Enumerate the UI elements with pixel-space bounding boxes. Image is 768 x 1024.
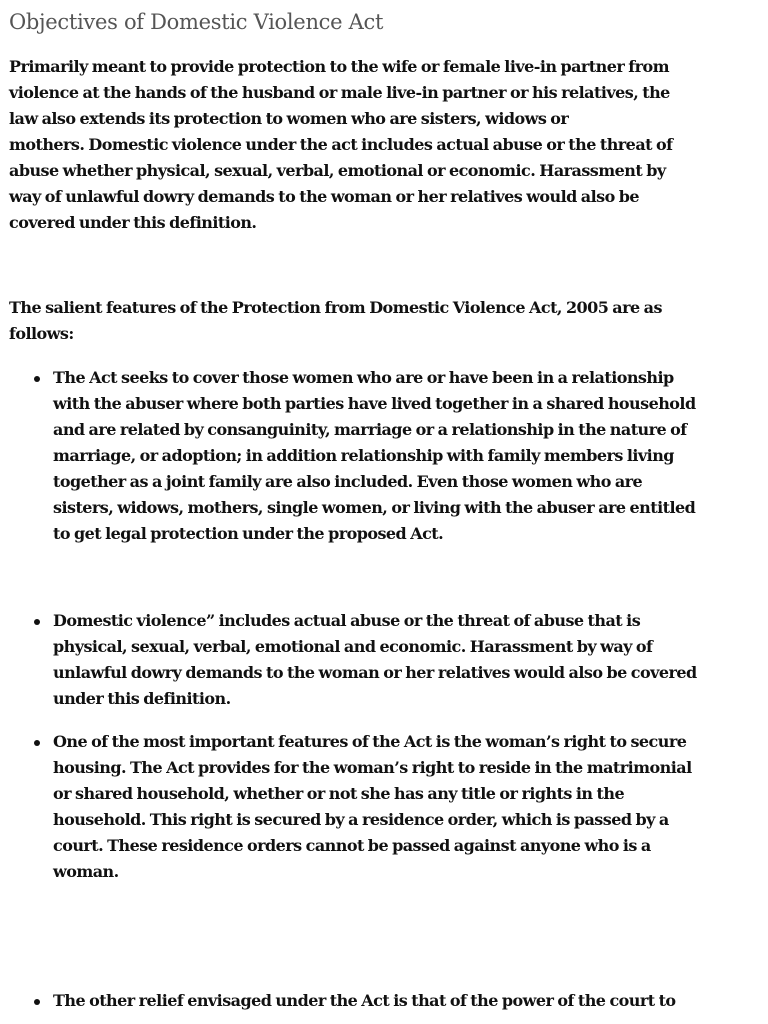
list-item-line: or shared household, whether or not she has any title or rights in the bbox=[53, 784, 625, 803]
bullet-dot-icon bbox=[34, 376, 40, 382]
list-item-line: woman. bbox=[53, 862, 119, 881]
intro-line: Primarily meant to provide protection to the wife or female live-in partner from bbox=[9, 57, 669, 76]
intro-line: way of unlawful dowry demands to the woman or her relatives would also be bbox=[9, 187, 640, 206]
list-item-line: under this definition. bbox=[53, 689, 231, 708]
salient-line: The salient features of the Protection from Domestic Violence Act, 2005 are as bbox=[9, 298, 662, 317]
bullet-dot-icon bbox=[34, 619, 40, 625]
salient-line: follows: bbox=[9, 324, 74, 343]
list-item bbox=[53, 729, 692, 885]
list-item bbox=[53, 988, 676, 1014]
list-item-line: housing. The Act provides for the woman’s right to reside in the matrimonial bbox=[53, 758, 692, 777]
list-item-line: The other relief envisaged under the Act is that of the power of the court to bbox=[53, 991, 676, 1010]
intro-line: violence at the hands of the husband or male live-in partner or his relatives, the bbox=[9, 83, 670, 102]
list-item-line: to get legal protection under the proposed Act. bbox=[53, 524, 444, 543]
list-item-line: physical, sexual, verbal, emotional and economic. Harassment by way of bbox=[53, 637, 653, 656]
intro-line: covered under this definition. bbox=[9, 213, 257, 232]
page-title: Objectives of Domestic Violence Act bbox=[9, 10, 384, 34]
list-item-line: court. These residence orders cannot be passed against anyone who is a bbox=[53, 836, 651, 855]
list-item-line: The Act seeks to cover those women who are or have been in a relationship bbox=[53, 368, 674, 387]
intro-line: mothers. Domestic violence under the act includes actual abuse or the threat of bbox=[9, 135, 673, 154]
list-item bbox=[53, 608, 697, 712]
list-item-line: household. This right is secured by a residence order, which is passed by a bbox=[53, 810, 669, 829]
intro-line: abuse whether physical, sexual, verbal, emotional or economic. Harassment by bbox=[9, 161, 666, 180]
list-item-line: together as a joint family are also included. Even those women who are bbox=[53, 472, 643, 491]
salient-features-intro bbox=[9, 295, 662, 347]
list-item-line: Domestic violence” includes actual abuse or the threat of abuse that is bbox=[53, 611, 641, 630]
list-item-line: unlawful dowry demands to the woman or her relatives would also be covered bbox=[53, 663, 697, 682]
intro-paragraph bbox=[9, 54, 672, 236]
list-item-line: marriage, or adoption; in addition relationship with family members living bbox=[53, 446, 674, 465]
list-item-line: One of the most important features of the Act is the woman’s right to secure bbox=[53, 732, 687, 751]
list-item-line: with the abuser where both parties have lived together in a shared household bbox=[53, 394, 696, 413]
list-item-line: and are related by consanguinity, marriage or a relationship in the nature of bbox=[53, 420, 687, 439]
list-item-line: sisters, widows, mothers, single women, or living with the abuser are entitled bbox=[53, 498, 696, 517]
intro-line: law also extends its protection to women who are sisters, widows or bbox=[9, 109, 569, 128]
bullet-dot-icon bbox=[34, 999, 40, 1005]
bullet-dot-icon bbox=[34, 740, 40, 746]
list-item bbox=[53, 365, 696, 547]
